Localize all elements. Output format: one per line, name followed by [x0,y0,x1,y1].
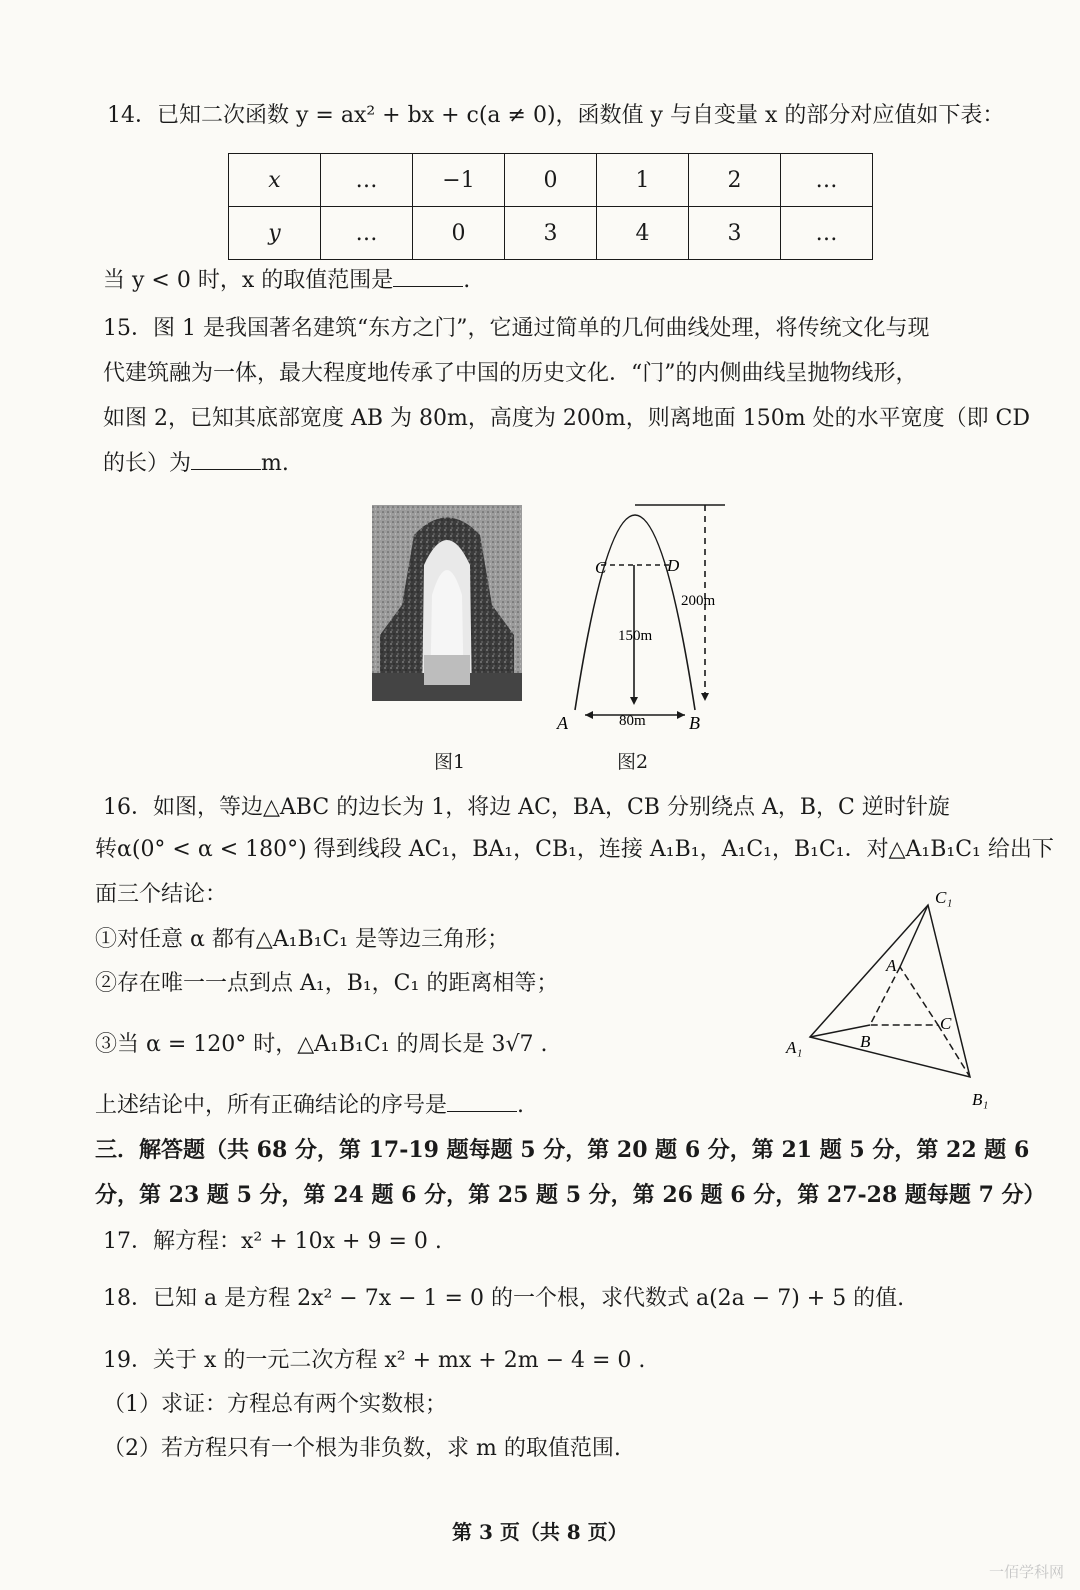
q14-question-end: . [463,268,471,293]
q14-question-text: 当 y < 0 时，x 的取值范围是 [103,268,394,293]
label-A: A [557,713,568,733]
label-B1: B₁ [972,1090,989,1109]
q16-ask [95,1091,524,1121]
q16-line2: 转α(0° < α < 180°) 得到线段 AC₁，BA₁，CB₁，连接 A₁B₁，A₁C₁，B₁C₁．对△A₁B₁C₁ 给出下 [95,837,1054,862]
table-cell: 0 [505,154,597,207]
q16-ask-text: 上述结论中，所有正确结论的序号是 [95,1093,448,1118]
table-row [229,154,873,207]
label-A: A [886,956,897,975]
table-cell: … [321,154,413,207]
value-table [228,153,873,260]
table-cell: 4 [597,207,689,260]
table-cell: 3 [689,207,781,260]
section3-heading-2: 分，第 23 题 5 分，第 24 题 6 分，第 25 题 5 分，第 26 题 6 分，第 27-28 题每题 7 分） [95,1182,1046,1208]
q19-part2: （2）若方程只有一个根为非负数，求 m 的取值范围. [103,1436,621,1461]
table-cell: … [781,154,873,207]
label-B: B [860,1032,871,1051]
table-cell: 3 [505,207,597,260]
q15-line3: 如图 2，已知其底部宽度 AB 为 80m，高度为 200m，则离地面 150m 处的水平宽度（即 CD [103,406,1031,431]
q14-question [103,266,470,296]
q16-conclusion-1: ①对任意 α 都有△A₁B₁C₁ 是等边三角形； [95,927,510,952]
q16-conclusion-2: ②存在唯一一点到点 A₁，B₁，C₁ 的距离相等； [95,971,559,996]
section3-heading-1: 三．解答题（共 68 分，第 17-19 题每题 5 分，第 20 题 6 分，第 21 题 5 分，第 22 题 6 [95,1137,1030,1163]
q15-line4-end: m. [261,451,289,476]
table-cell: x [229,154,321,207]
gate-photo [372,505,522,701]
label-level: 150m [618,628,653,644]
q14-stem: 14．已知二次函数 y = ax² + bx + c(a ≠ 0)，函数值 y 与自变量 x 的部分对应值如下表： [107,103,1005,128]
label-height: 200m [681,593,716,609]
q19-part1: （1）求证：方程总有两个实数根； [103,1392,447,1417]
q16-line1: 16．如图，等边△ABC 的边长为 1，将边 AC，BA，CB 分别绕点 A，B，C 逆时针旋 [103,795,950,820]
fig1-caption: 图1 [434,751,466,773]
page-footer: 第 3 页（共 8 页） [452,1520,628,1544]
table-cell: 0 [413,207,505,260]
q15-line4 [103,449,289,479]
answer-blank[interactable] [393,266,463,287]
label-C1: C₁ [935,888,953,907]
label-A1: A₁ [786,1038,803,1057]
parabola-diagram [545,495,735,740]
q15-line1: 15．图 1 是我国著名建筑“东方之门”，它通过简单的几何曲线处理，将传统文化与现 [103,316,930,341]
q17: 17．解方程：x² + 10x + 9 = 0 . [103,1229,442,1254]
q16-conclusion-3: ③当 α = 120° 时，△A₁B₁C₁ 的周长是 3√7 . [95,1032,548,1057]
label-C: C [595,558,607,577]
table-cell: 2 [689,154,781,207]
q18: 18．已知 a 是方程 2x² − 7x − 1 = 0 的一个根，求代数式 a(2a − 7) + 5 的值. [103,1286,905,1311]
label-B: B [689,713,700,733]
parabola-left-arc [575,515,695,710]
q16-ask-end: . [517,1093,525,1118]
answer-blank[interactable] [447,1091,517,1112]
table-cell: … [321,207,413,260]
table-cell: … [781,207,873,260]
q15-line4-text: 的长）为 [103,451,192,476]
label-C: C [940,1014,952,1033]
label-D: D [667,556,680,575]
answer-blank[interactable] [191,449,261,470]
q16-line3: 面三个结论： [95,882,228,907]
q19-stem: 19．关于 x 的一元二次方程 x² + mx + 2m − 4 = 0 . [103,1348,646,1373]
watermark: 一佰学科网 [988,1563,1064,1581]
q15-line2: 代建筑融为一体，最大程度地传承了中国的历史文化．“门”的内侧曲线呈抛物线形， [103,361,918,386]
label-width: 80m [619,713,646,729]
table-cell: y [229,207,321,260]
fig2-caption: 图2 [617,751,649,773]
table-cell: −1 [413,154,505,207]
triangle-diagram [780,885,1000,1120]
table-cell: 1 [597,154,689,207]
table-row [229,207,873,260]
